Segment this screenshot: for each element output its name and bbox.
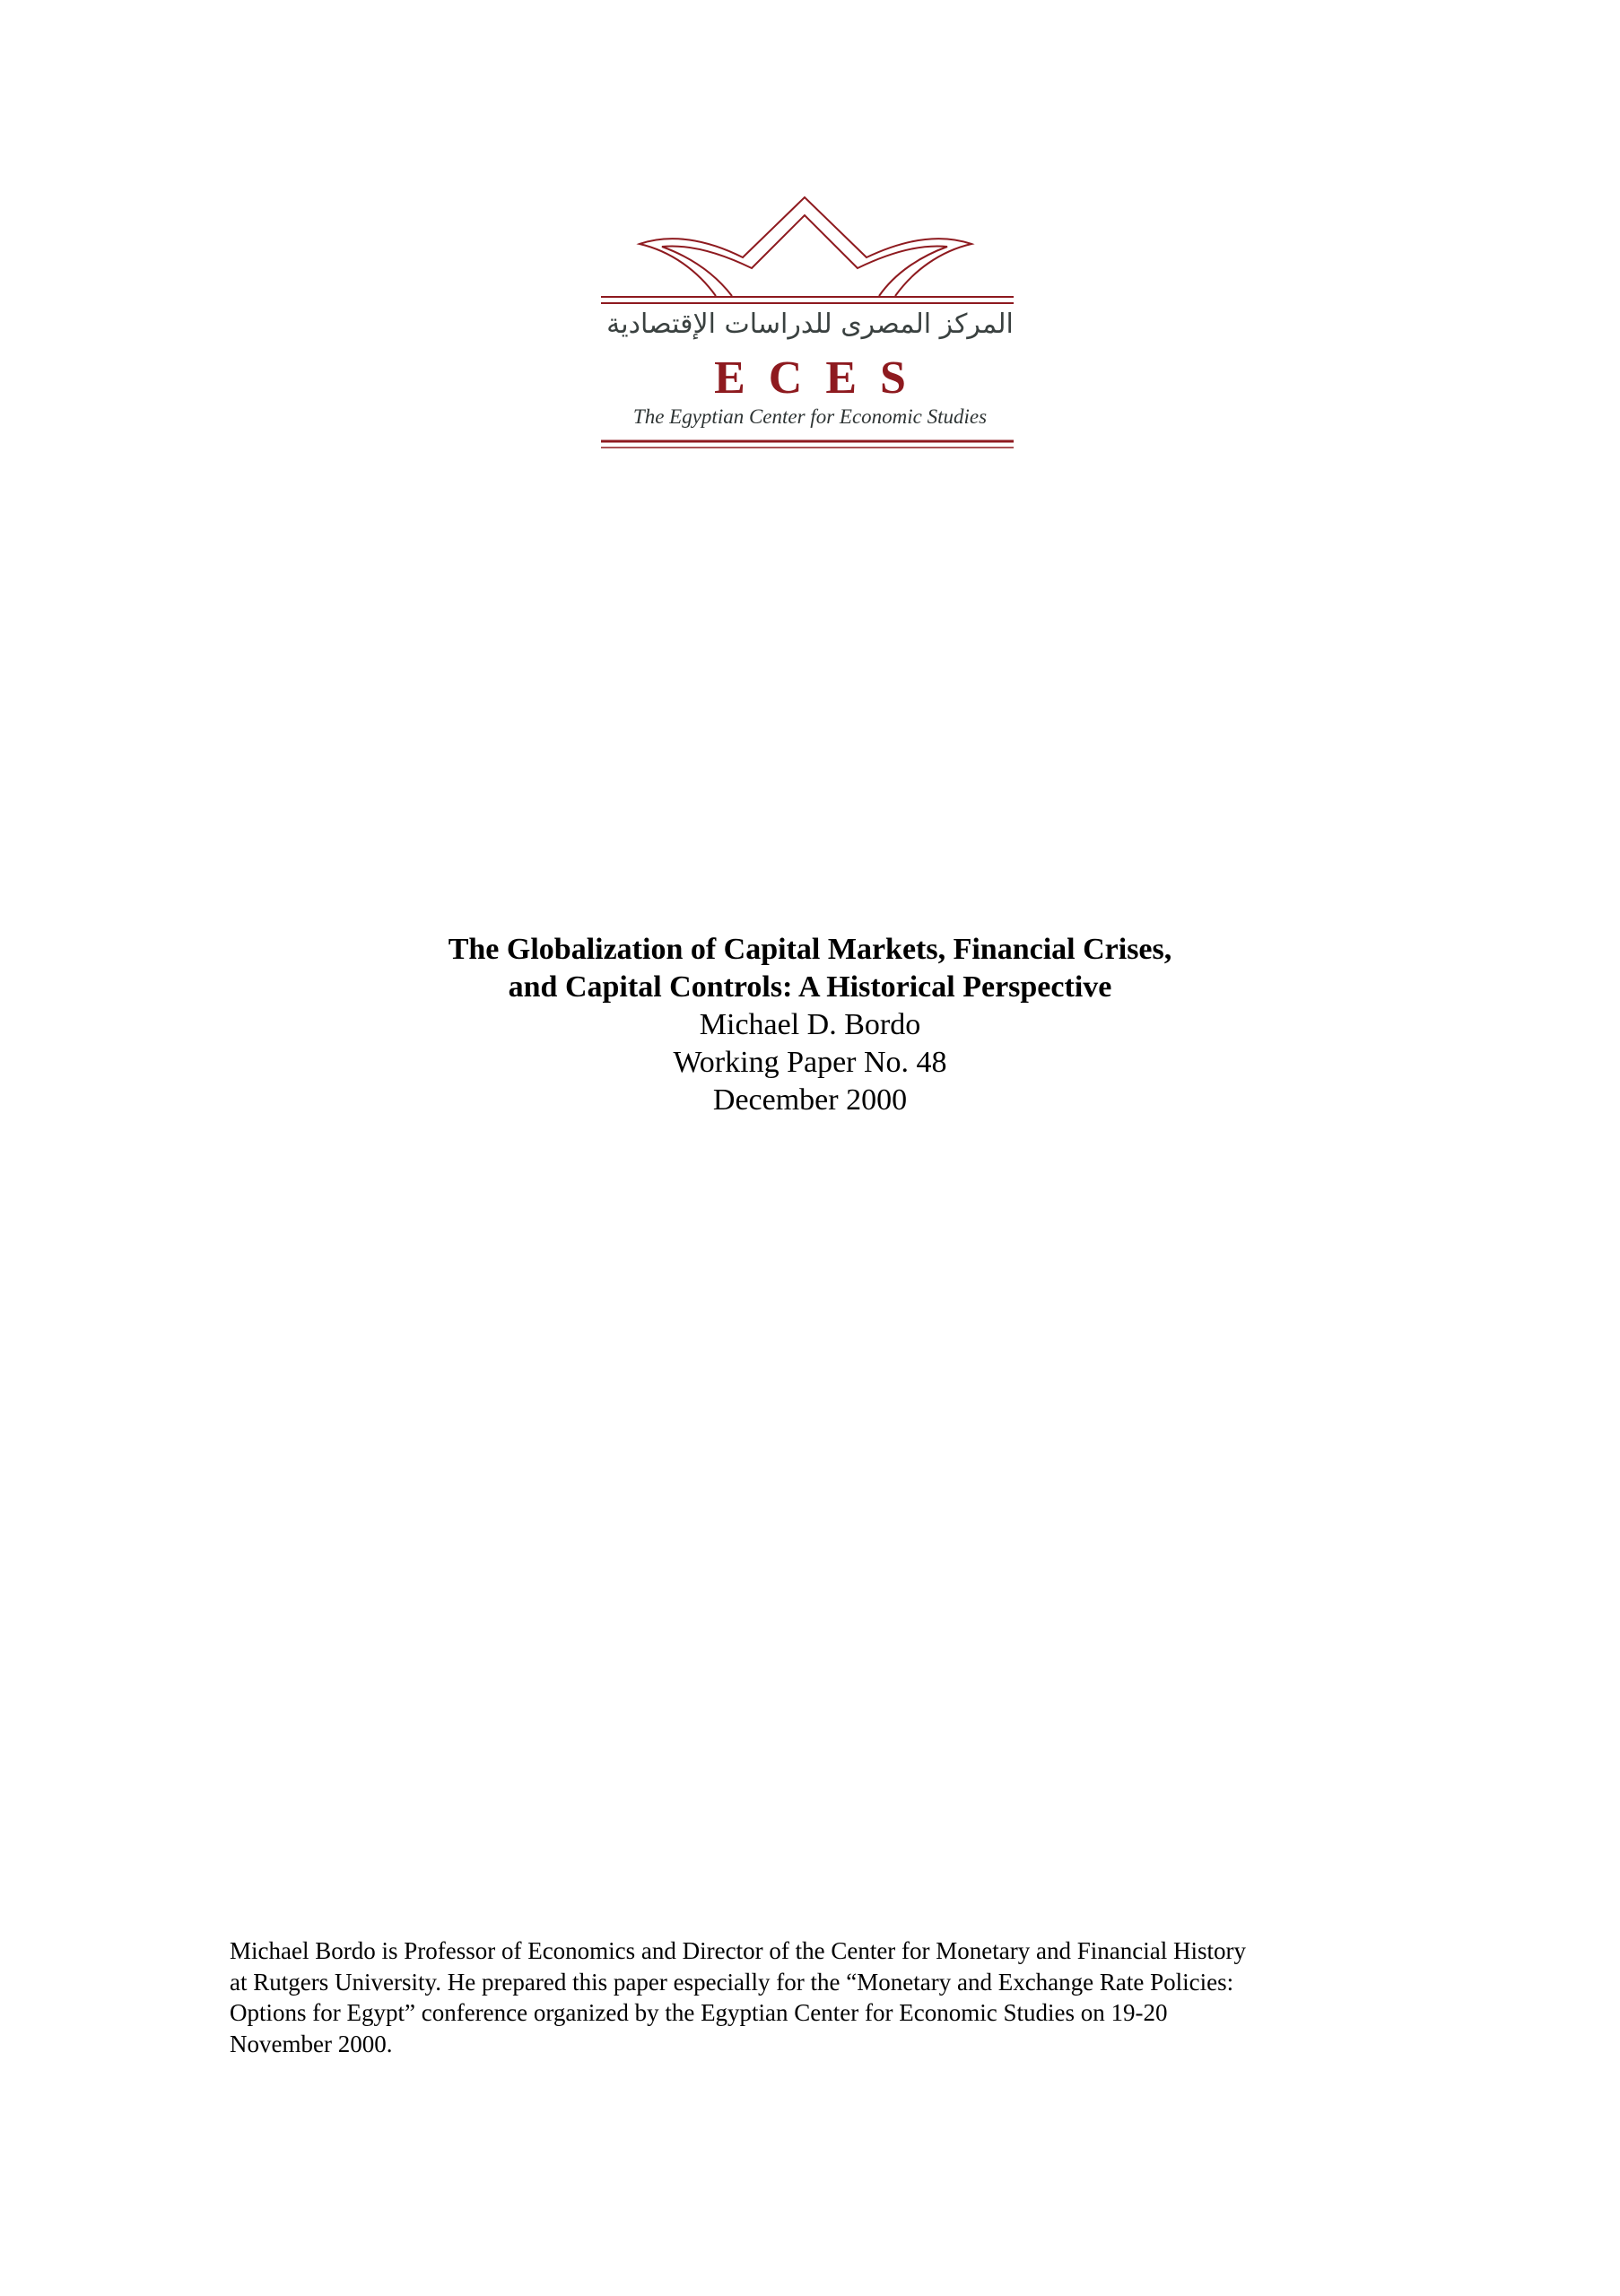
publication-date: December 2000 [712, 1083, 908, 1117]
logo-arabic-name: المركز المصرى للدراسات الإقتصادية [606, 309, 1014, 340]
eces-logo [599, 190, 1021, 450]
title-block [0, 931, 1620, 1119]
author-note-line: at Rutgers University. He prepared this paper especially for the “Monetary and Exchange Rate Policies: [230, 1968, 1234, 1996]
author-note-line: Options for Egypt” conference organized by the Egyptian Center for Economic Studies on 19-20 [230, 1999, 1168, 2026]
author: Michael D. Bordo [699, 1008, 921, 1041]
logo-acronym: ECES [714, 352, 929, 404]
paper-title-line-1: The Globalization of Capital Markets, Financial Crises, [448, 933, 1172, 966]
logo-full-name: The Egyptian Center for Economic Studies [632, 405, 988, 428]
working-paper-number: Working Paper No. 48 [673, 1046, 947, 1079]
author-note-line: Michael Bordo is Professor of Economics and Director of the Center for Monetary and Financial History [230, 1937, 1246, 1964]
author-note-line: November 2000. [230, 2030, 393, 2057]
author-note [230, 1935, 1414, 2059]
paper-title-line-2: and Capital Controls: A Historical Perspective [508, 970, 1112, 1004]
